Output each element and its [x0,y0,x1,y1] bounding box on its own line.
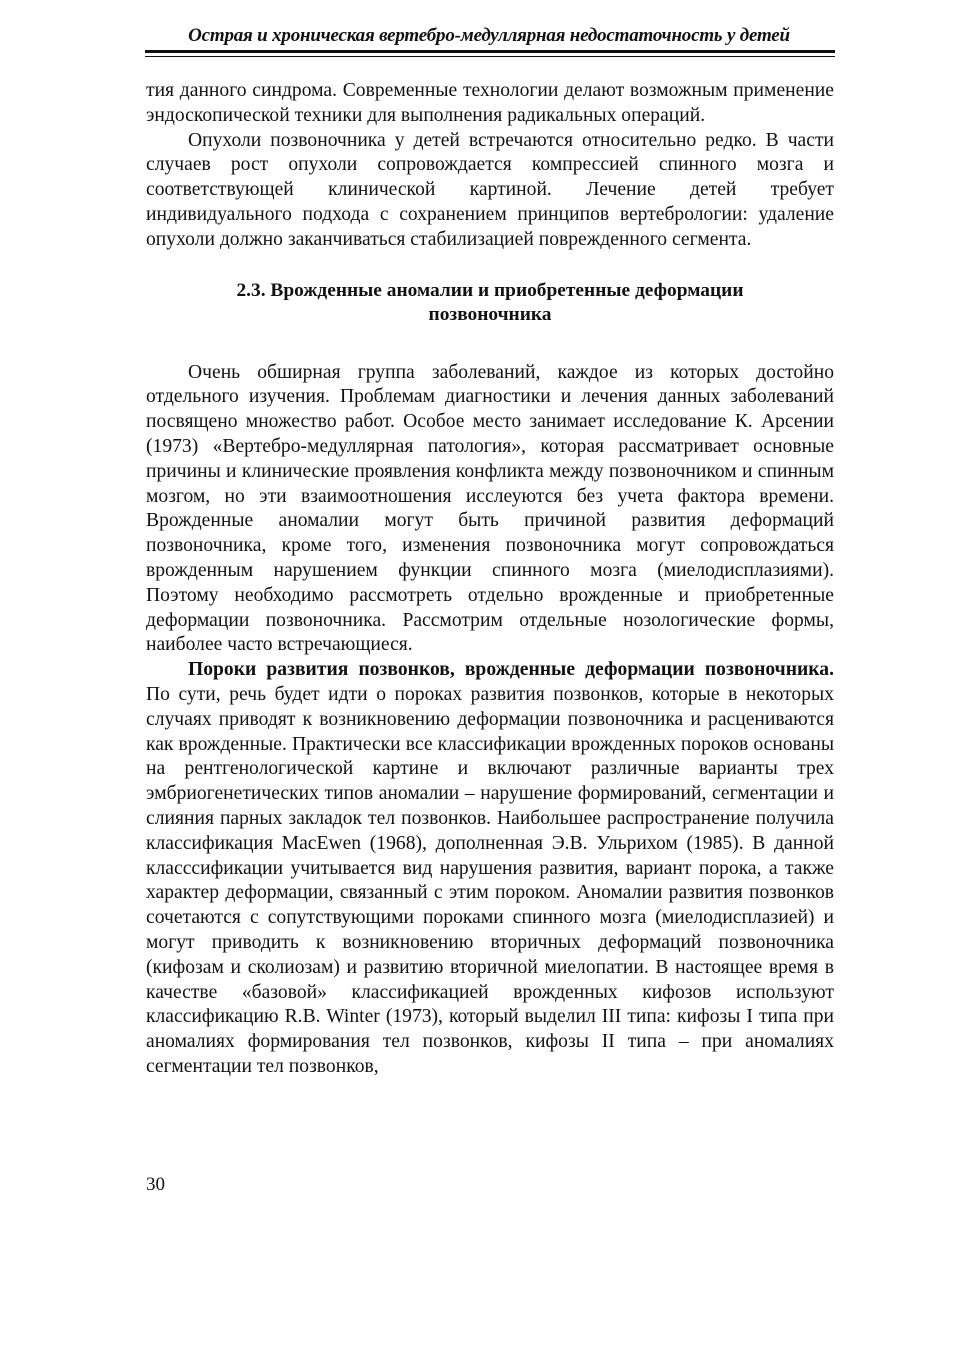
paragraph-spine-tumors: Опухоли позвоночника у детей встречаются относительно редко. В части случаев рост опухоли сопровождается компрессией спинного мозга и соответствующей клинической картиной. Лечение детей требует индивидуального подхода с сохранением принципов вертебрологии: удаление опухоли должно заканчиваться стабилизацией поврежденного сегмента. [146,129,834,250]
paragraph-text: По сути, речь будет идти о пороках развития позвонков, которые в некоторых случаях приводят к возникновению деформации позвоночника и расцениваются как врожденные. Практически все классификации врожденных пороков основаны на рентгенологической картине и включают различные варианты трех эмбриогенетических типов аномалии – нарушение формирований, сегментации и слияния парных закладок тел позвонков. Наибольшее распространение получила классификация MacEwen (1968), дополненная Э.В. Ульрихом (1985). В данной класссификации учитывается вид нарушения развития, вариант порока, а также характер деформации, связанный с этим пороком. Аномалии развития позвонков сочетаются с сопутствующими пороками спинного мозга (миелодисплазией) и могут приводить к возникновению вторичных деформаций позвоночника (кифозам и сколиозам) и развитию вторичной миелопатии. В настоящее время в качестве «базовой» классификацией врожденных кифозов используют классификацию R.B. Winter (1973), который выделил III типа: кифозы I типа при аномалиях формирования тел позвонков, кифозы II типа – при аномалиях сегментации тел позвонков, [146,683,834,1077]
header-rule [145,50,835,53]
paragraph-continuation: тия данного синдрома. Современные технологии делают возможным применение эндоскопической техники для выполнения радикальных операций. [146,80,834,126]
page-number: 30 [146,1174,165,1195]
page-body [146,79,834,1080]
section-heading-line-2: позвоночника [428,303,552,325]
section-heading [146,279,834,327]
run-in-heading: Пороки развития позвонков, врожденные деформации позвоночника. [188,659,834,681]
running-header: Острая и хроническая вертебро-медуллярная недостаточность у детей [188,25,790,46]
section-heading-line-1: 2.3. Врожденные аномалии и приобретенные деформации [236,279,744,301]
paragraph-vertebral-malformations [146,658,834,1080]
paragraph-anomalies-intro: Очень обширная группа заболеваний, каждое из которых достойно отдельного изучения. Проблемам диагностики и лечения данных заболеваний посвящено множество работ. Особое место занимает исследование К. Арсении (1973) «Вертебро-медуллярная патология», которая рассматривает основные причины и клинические проявления конфликта между позвоночником и спинным мозгом, но эти взаимоотношения исслеуются без учета фактора времени. Врожденные аномалии могут быть причиной развития деформаций позвоночника, кроме того, изменения позвоночника могут сопровождаться врожденным нарушением функции спинного мозга (миелодисплазиями). Поэтому необходимо рассмотреть отдельно врожденные и приобретенные деформации позвоночника. Рассмотрим отдельные нозологические формы, наиболее часто встречающиеся. [146,361,834,656]
